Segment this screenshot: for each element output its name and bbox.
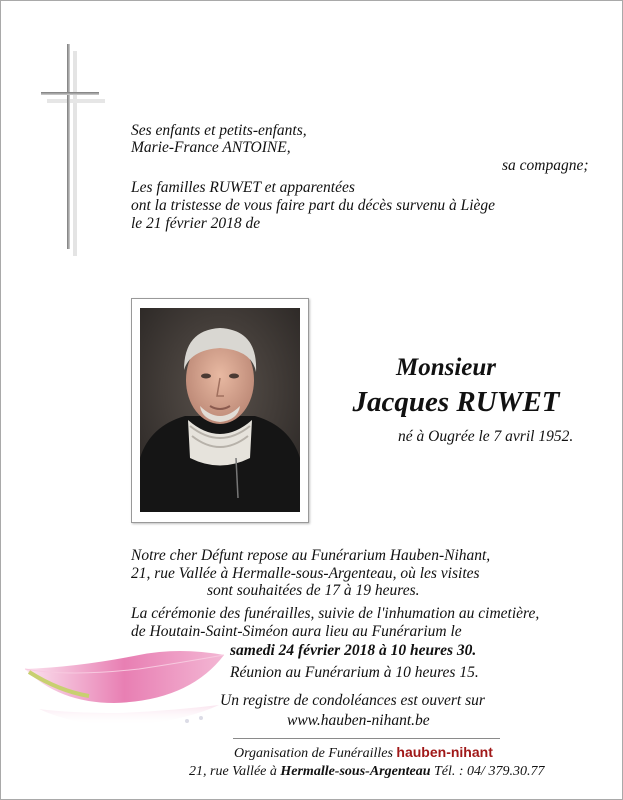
footer-address — [189, 763, 544, 781]
details-line-7: Réunion au Funérarium à 10 heures 15. — [230, 664, 479, 681]
ceremony-date: samedi 24 février 2018 à 10 heures 30. — [230, 642, 477, 659]
portrait-frame — [131, 298, 309, 523]
intro-line-2: Marie-France ANTOINE, — [131, 139, 291, 156]
intro-line-3: sa compagne; — [502, 157, 589, 174]
details-line-4: La cérémonie des funérailles, suivie de l'inhumation au cimetière, — [131, 605, 540, 622]
intro-line-6: le 21 février 2018 de — [131, 215, 261, 232]
condolence-link[interactable]: www.hauben-nihant.be — [287, 712, 430, 729]
intro-line-5: ont la tristesse de vous faire part du décès survenu à Liège — [131, 197, 496, 214]
deceased-title: Monsieur — [395, 354, 497, 381]
portrait-photo — [140, 308, 300, 512]
details-line-8: Un registre de condoléances est ouvert sur — [220, 692, 485, 709]
details-line-3: sont souhaitées de 17 à 19 heures. — [207, 582, 420, 599]
brand-logo: hauben-nihant — [396, 744, 493, 760]
footer-divider — [233, 738, 500, 739]
lotus-petal-icon — [19, 633, 234, 733]
footer-organisation — [234, 743, 493, 763]
footer-phone: Tél. : 04/ 379.30.77 — [434, 764, 545, 779]
details-line-2: 21, rue Vallée à Hermalle-sous-Argenteau, où les visites — [131, 565, 480, 582]
footer-org-prefix: Organisation de Funérailles — [234, 746, 393, 761]
intro-line-4: Les familles RUWET et apparentées — [131, 179, 355, 196]
intro-line-1: Ses enfants et petits-enfants, — [131, 122, 307, 139]
footer-addr-prefix: 21, rue Vallée à — [189, 764, 277, 779]
footer-addr-town: Hermalle-sous-Argenteau — [280, 764, 431, 779]
details-line-1: Notre cher Défunt repose au Funérarium Hauben-Nihant, — [131, 547, 491, 564]
details-line-5: de Houtain-Saint-Siméon aura lieu au Funérarium le — [131, 623, 462, 640]
birth-info: né à Ougrée le 7 avril 1952. — [398, 428, 574, 445]
deceased-name: Jacques RUWET — [352, 386, 560, 418]
